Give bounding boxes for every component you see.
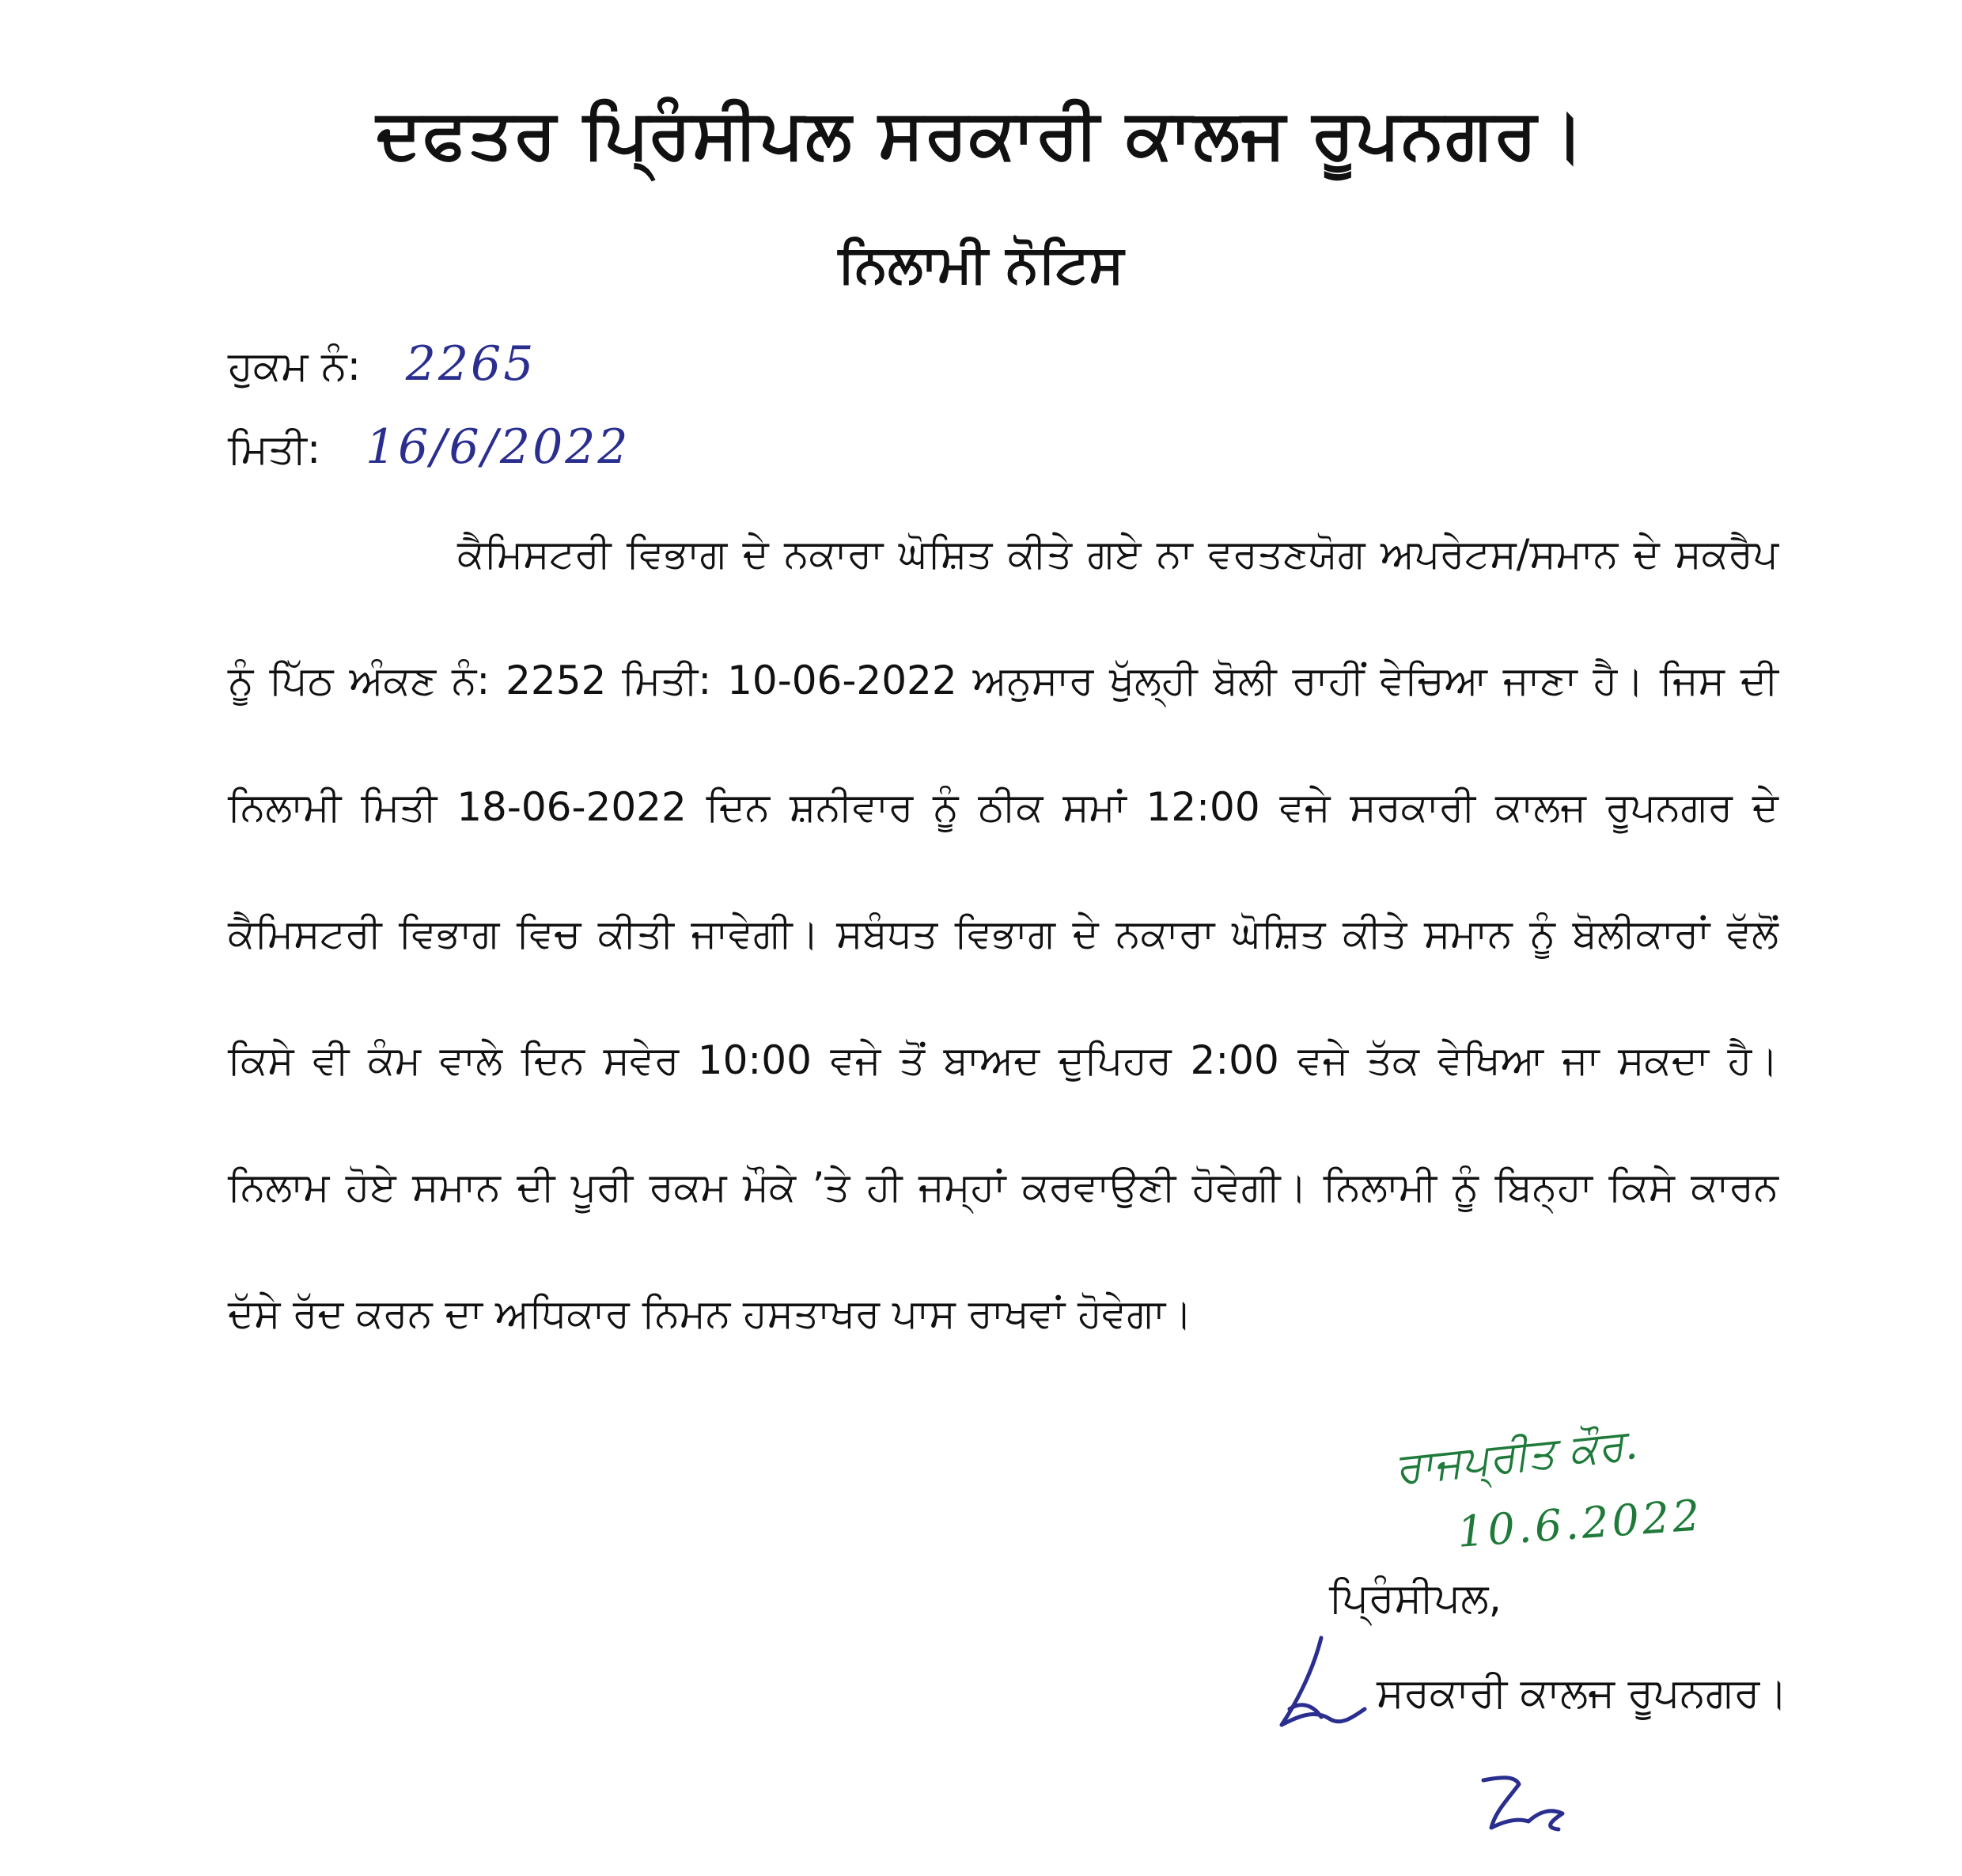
order-number-row xyxy=(228,336,536,392)
date-value: 16/6/2022 xyxy=(365,419,631,475)
date-row xyxy=(228,419,631,475)
order-number-label: ਹੁਕਮ ਨੰ: xyxy=(228,343,362,390)
office-heading: ਦਫਤਰ ਪ੍ਰਿੰਸੀਪਲ ਸਰਕਾਰੀ ਕਾਲਜ ਰੂਪਨਗਰ। xyxy=(376,95,1586,174)
initials-mark xyxy=(1472,1764,1574,1844)
date-label: ਮਿਤੀ: xyxy=(228,426,321,473)
order-number-value: 2265 xyxy=(405,336,536,392)
signatory-organization: ਸਰਕਾਰੀ ਕਾਲਜ ਰੂਪਨਗਰ। xyxy=(1377,1669,1788,1717)
signature-mark xyxy=(1266,1630,1384,1749)
signatory-title: ਪ੍ਰਿੰਸੀਪਲ, xyxy=(1329,1575,1502,1622)
notice-title: ਨਿਲਾਮੀ ਨੋਟਿਸ xyxy=(838,233,1124,294)
handwritten-approval-date: 10.6.2022 xyxy=(1456,1490,1705,1557)
handwritten-approval xyxy=(1392,1418,1756,1578)
handwritten-approval-name: ਰਾਜਪ੍ਰੀਤ ਕੌਰ. xyxy=(1392,1418,1640,1494)
notice-body: ਕੈਮਿਸਟਰੀ ਵਿਭਾਗ ਦੇ ਨਕਾਰਾ ਘੋਸ਼ਿਤ ਕੀਤੇ ਗਏ ਨਾ ਵਰਤਣਯੋਗ ਅਪਰੇਟਸ/ਸਮਾਨ ਦੇ ਸਕਰੈਪ ਨੂੰ ਪਿੱਠ ਅੰਕਣ ਨੰ: 2252 ਮਿਤੀ: 10-06-2022 ਅਨੁਸਾਰ ਖੁੱਲ੍ਹੀ ਬੋਲੀ ਰਾਹੀਂ ਵੇਚਿਆ ਜਾਣਾ ਹੈ। ਜਿਸ ਦੀ ਨਿਲਾਮੀ ਮਿਤੀ 18-06-2022 ਦਿਨ ਸ਼ਨੀਵਾਰ ਨੂੰ ਠੀਕ ਸਮਾਂ 12:00 ਵਜੇ ਸਰਕਾਰੀ ਕਾਲਜ ਰੂਪਨਗਰ ਦੇ ਕੈਮਿਸਟਰੀ ਵਿਭਾਗ ਵਿਚ ਕੀਤੀ ਜਾਵੇਗੀ। ਸਬੰਧਤ ਵਿਭਾਗ ਦੇ ਨਕਾਰਾ ਘੋਸ਼ਿਤ ਕੀਤੇ ਸਮਾਨ ਨੂੰ ਬੋਲੀਕਾਰਾਂ ਵੱਲੋਂ ਕਿਸੇ ਵੀ ਕੰਮ ਵਾਲੇ ਦਿਨ ਸਵੇਰ 10:00 ਵਜੇ ਤੋਂ ਬਾਅਦ ਦੁਪਿਹਰ 2:00 ਵਜੇ ਤੱਕ ਵੇਖਿਆ ਜਾ ਸਕਦਾ ਹੈ। ਨਿਲਾਮ ਹੋਏ ਸਮਾਨ ਦੀ ਪੂਰੀ ਰਕਮ ਮੌਕੇ ’ਤੇ ਹੀ ਜਮ੍ਹਾਂ ਕਰਵਾਉਣੀ ਹੋਵੇਗੀ। ਨਿਲਾਮੀ ਨੂੰ ਬਿਨ੍ਹਾ ਕਿਸੇ ਕਾਰਨ ਦੱਸੇ ਰੱਦ ਕਰਨ ਦਾ ਅਧਿਕਾਰ ਨਿਮਨ ਹਸਤਾਖਰ ਪਾਸ ਰਾਖਵਾਂ ਹੋਵੇਗਾ। xyxy=(228,531,1778,1336)
